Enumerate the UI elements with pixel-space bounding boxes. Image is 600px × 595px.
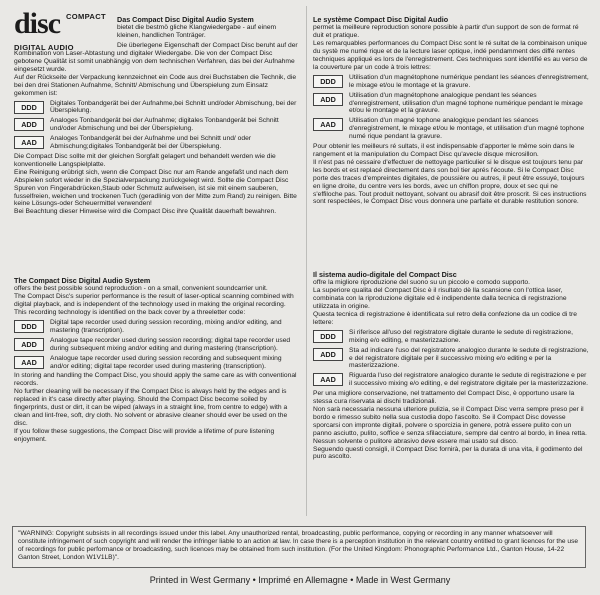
code-badge: AAD	[14, 356, 44, 369]
italian-paragraph: Seguendo questi consigli, il Compact Disc fornirà, per la durata di una vita, il godimento del puro ascolto.	[313, 445, 583, 461]
code-badge: ADD	[14, 338, 44, 351]
code-description: Analoges Tonbandgerät bei der Aufnahme; digitales Tonbandgerät bei Schnitt und/oder Abmischung und bei der Überspielung.	[50, 117, 279, 133]
english-code-add	[14, 337, 300, 353]
column-divider	[306, 6, 307, 516]
french-code-aad	[313, 117, 589, 141]
italian-title: Il sistema audio-digitale del Compact Disc	[313, 270, 457, 279]
german-paragraph: Auf der Rückseite der Verpackung kennzeichnet ein Code aus drei Buchstaben die Technik, die bei den drei Stationen Aufnahme, Schnitt/ Abmischung und Überspielung zum Einsatz gekommen ist:	[14, 73, 297, 97]
italian-code-ddd	[313, 329, 589, 345]
german-code-add	[14, 117, 300, 133]
english-code-ddd	[14, 319, 300, 335]
english-paragraph: This recording technology is identified on the back cover by a threeletter code:	[14, 309, 246, 317]
code-description: Utilisation d'un magné tophone analogique pendant les séances d'enregistrement, le mixage et/ou le montage, et utilisation d'un magné tophone numé rique pendant la gravure.	[349, 117, 585, 141]
german-section	[14, 16, 300, 216]
italian-paragraph: Questa tecnica di registrazione è identificata sul retro della confezione da un codice di tre lettere:	[313, 311, 577, 326]
german-intro: bietet die bestmö gliche Klangwiedergabe - auf einem kleinen, handlichen Tonträger.	[117, 24, 277, 40]
french-paragraph: Il n'est pas né cessaire d'effectuer de nettoyage particulier si le disque est toujours tenu par les bords et est replacé directement dans son boî tier aprés l'écoute. Si le Compact Disc porte des traces d'empreintes digitales, de poussière ou autres, il peut être essuyé, toujours en ligne droite, du centre vers les bords, avec un chiffon propre, doux et sec qui ne s'effiloche pas. Tout produit nettoyant, solvant ou abrasif doit être proscrit. Si ces instructions sont respectées, le Compact Disc vous donnera une parfaite et durable restitution sonore.	[313, 158, 587, 206]
code-description: Utilisation d'un magnétophone numérique pendant les séances d'enregistrement, le mixage et/ou le montage et la gravure.	[349, 73, 589, 89]
code-badge: DDD	[313, 330, 343, 343]
code-description: Si riferisce all'uso del registratore digitale durante le sedute di registrazione, mixing e/o editing, e masterizzazione.	[349, 328, 573, 344]
code-badge: ADD	[14, 118, 44, 131]
english-paragraph: The Compact Disc's superior performance is the result of laser-optical scanning combined with digital playback, and is independent of the technology used in making the original recording.	[14, 293, 294, 309]
english-paragraph: In storing and handling the Compact Disc, you should apply the same care as with conventional records.	[14, 372, 297, 388]
french-code-ddd	[313, 74, 589, 90]
italian-paragraph: La superiore qualita del Compact Disc è il risultato dè lla scansione con l'ottica laser, combinata con la riproduzione digitale ed è indipendente dalla tecnica di registrazione utilizzata in origine.	[313, 287, 567, 311]
code-badge: DDD	[14, 101, 44, 114]
english-paragraph: No further cleaning will be necessary if the Compact Disc is always held by the edges and is replaced in it's case directly after playing. Should the Compact Disc become soiled by fingerprints, dust or dirt, it can be wiped (always in a straight line, from centre to edge) with a clean and lint-free, soft, dry cloth. No solvent or abrasive cleaner should ever be used on the disc.	[14, 388, 288, 427]
german-paragraph: Eine Reinigung erübrigt sich, wenn die Compact Disc nur am Rande angefaßt und nach dem Abspielen sofort wieder in die Spezialverpackung zurückgelegt wird. Sollte die Compact Disc Spuren von Fingerabdrücken,Staub oder Schmutz aufweisen, ist sie mit einem sauberen, fusselfreien, weichen und trockenen Tuch (geradlinig von der Mitte zum Rand) zu reinigen. Bitte keine Lösungs-oder Scheuermittel verwenden!	[14, 168, 297, 208]
italian-paragraph: Per una migliore conservazione, nel trattamento del Compact Disc, è opportuno usare la stessa cura riservata ai dischi tradizionali.	[313, 390, 575, 406]
logo-compact-text: COMPACT	[66, 12, 106, 21]
french-paragraph: Les remarquables performances du Compact Disc sont le ré sultat de la combinaison unique du systè me numé rique et de la lecture laser optique, indé pendamment des diffé rentes techniques appliqué es lors de l'enregistrement. Ces techniques sont identifié es au verso de la couverture par un code à trois lettres:	[313, 40, 588, 71]
french-code-add	[313, 92, 589, 116]
english-paragraph: If you follow these suggestions, the Compact Disc will provide a lifetime of pure listening enjoyment.	[14, 427, 275, 443]
code-badge: AAD	[313, 373, 343, 386]
code-badge: DDD	[14, 320, 44, 333]
code-badge: AAD	[14, 136, 44, 149]
english-paragraph: offers the best possible sound reproduction - on a small, convenient soundcarrier unit.	[14, 285, 268, 293]
code-description: Utilisation d'un magnétophone analogique pendant les séances d'enregistrement, utilisation d'un magné tophone numérique pendant le mixage et/ou le montage et la gravure.	[349, 91, 583, 115]
french-section	[313, 16, 589, 206]
code-description: Riguarda l'uso del registratore analogico durante le sedute di registrazione e per il successivo mixing e/o editing, e del registratore digitale per la masterizzazione.	[349, 372, 589, 388]
german-paragraph: Die Compact Disc sollte mit der gleichen Sorgfalt gelagert und behandelt werden wie die konventionelle Langspielplatte.	[14, 153, 276, 168]
german-title: Das Compact Disc Digital Audio System	[117, 15, 254, 24]
code-badge: DDD	[313, 75, 343, 88]
french-paragraph: Pour obtenir les meilleurs ré sultats, il est indispensable d'apporter le même soin dans le rangement et la manipulation du Compact Disc qu'avecle disque microsillon.	[313, 143, 575, 158]
english-title: The Compact Disc Digital Audio System	[14, 276, 151, 285]
code-badge: AAD	[313, 118, 343, 131]
code-description: Analoges Tonbandgerät bei der Aufnahme und bei Schnitt und/ oder Abmischung;digitales Tonbandgerät bei der Überspielung.	[50, 135, 252, 151]
english-section	[14, 277, 300, 444]
code-description: Digitales Tonbandgerät bei der Aufnahme,bei Schnitt und/oder Abmischung, bei der Überspielung.	[50, 99, 297, 115]
italian-section	[313, 271, 589, 461]
french-paragraph: permet la meilleure reproduction sonore possible à partir d'un support de son de format ré duit et pratique.	[313, 24, 579, 40]
code-description: Analogue tape recorder used during session recording; digital tape recorder used during subsequent mixing and/or editing and during mastering (transcription).	[50, 336, 291, 352]
italian-paragraph: Non sarà necessaria nessuna ulteriore pulizia, se il Compact Disc verra sempre preso per il bordo e rimesso subito nella sua custodia dopo l'ascolto. Se il Compact Disc dovesse sporcarsi con impronte digitali, polvere o sporcizia in genere, potrà essere pulito con un panno asciutto, pulito, soffice e senza sfilacciature, sempre dal centro al bordo, in linea retta. Nessun solvente o pulitore abrasivo deve essere mai usato sul disco.	[313, 406, 587, 445]
code-badge: ADD	[313, 93, 343, 106]
italian-code-aad	[313, 372, 589, 388]
code-badge: ADD	[313, 348, 343, 361]
copyright-warning-text: "WARNING: Copyright subsists in all recordings issued under this label. Any unauthorized rental, broadcasting, public performance, copying or recording in any manner whatsoever will constitute infringement of such copyright and will render the infringer liable to an action at law. In case there is a perception institution in the relevant country entitled to grant licences for the use of recordings for public performance or broadcasting, such licences may be obtained from such institution. (For the United Kingdom: Phonographic Performance Ltd., Ganton House, 14-22 Ganton Street, London W1V1LB)".	[18, 530, 579, 561]
copyright-warning-box	[12, 526, 586, 568]
printed-in-footer: Printed in West Germany • Imprimé en Allemagne • Made in West Germany	[149, 575, 451, 585]
italian-code-add	[313, 347, 589, 371]
code-description: Digital tape recorder used during session recording, mixing and/or editing, and mastering (transcription).	[50, 319, 282, 334]
french-title: Le système Compact Disc Digital Audio	[313, 15, 449, 24]
german-code-aad	[14, 135, 300, 151]
italian-paragraph: offre la migliore riproduzione del suono su un piccolo e comodo supporto.	[313, 279, 530, 287]
code-description: Sta ad indicare l'uso del registratore analogico durante le sedute di registrazione, e del registratore digitale per il successivo mixing e/o editing e per la masterizzazione.	[349, 346, 589, 370]
english-code-aad	[14, 355, 300, 371]
german-paragraph: Die überlegene Eigenschaft der Compact Disc beruht auf der Kombination von Laser-Abtastung und digitaler Wiedergabe. Die von der Compact Disc gebotene Qualität ist somit unabhängig von dem technischen Verfahren, das bei der Aufnahme eingesetzt wurde.	[14, 42, 298, 73]
german-paragraph: Bei Beachtung dieser Hinweise wird die Compact Disc ihre Qualität dauerhaft bewahren.	[14, 208, 277, 216]
logo-disc-wordmark: disc	[14, 7, 61, 40]
code-description: Analogue tape recorder used during session recording and subsequent mixing and/or editing; digital tape recorder used during mastering (transcription).	[50, 354, 282, 370]
german-code-ddd	[14, 100, 300, 116]
logo-digital-audio-text: DIGITAL AUDIO	[14, 43, 74, 52]
